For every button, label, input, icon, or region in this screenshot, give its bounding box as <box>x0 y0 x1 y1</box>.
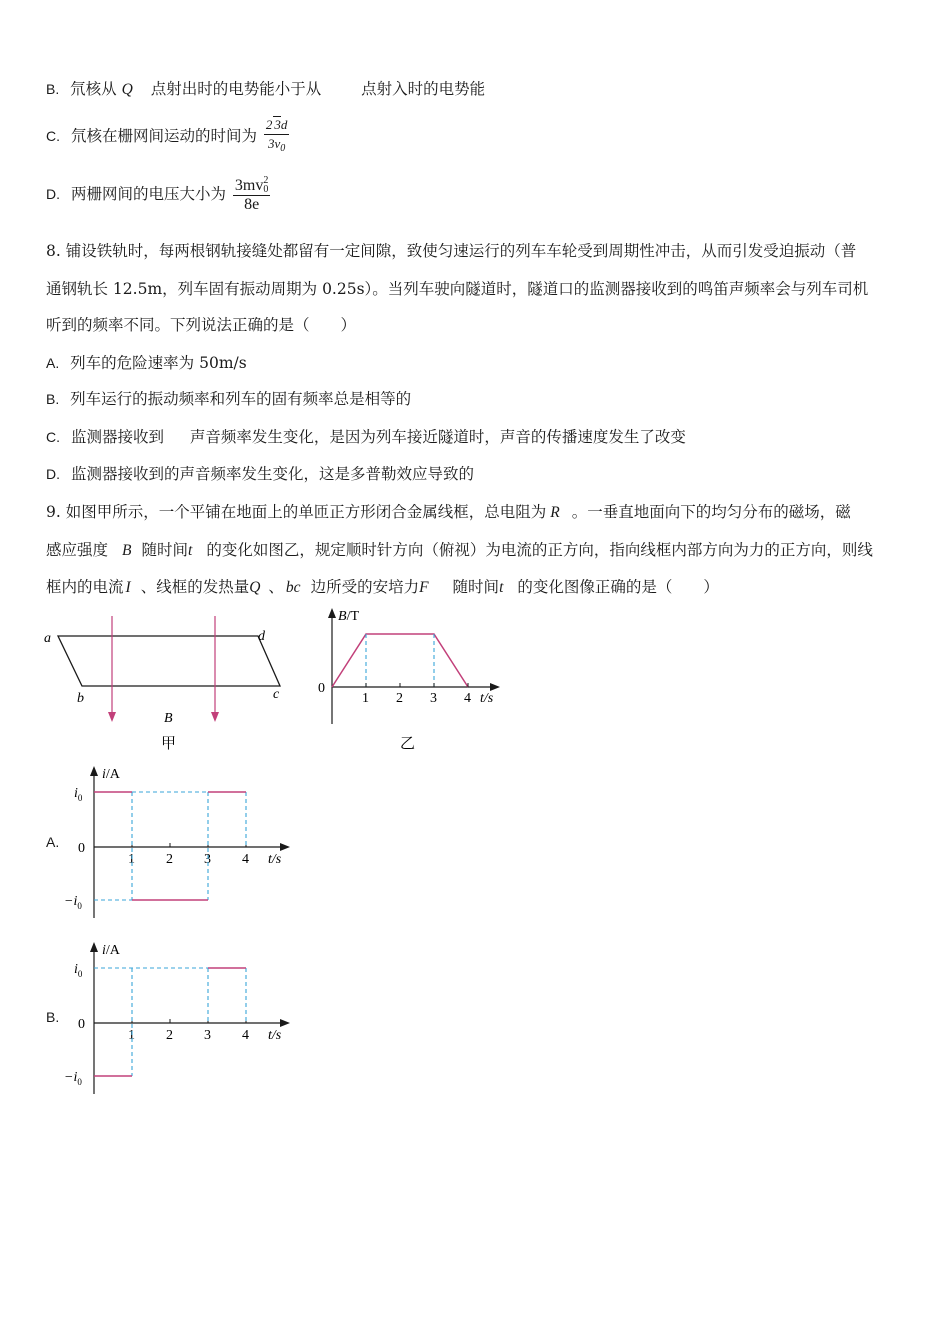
option-label: D. <box>46 466 60 482</box>
x-tick-label: 2 <box>166 852 173 867</box>
option-label: B. <box>46 81 60 97</box>
i0-label: $i_0$ <box>74 786 83 803</box>
voltage-fraction: 3mv 2 0 8e <box>234 175 269 213</box>
y-axis-arrow <box>90 942 98 952</box>
q8-option-d <box>46 463 474 485</box>
q8-stem-line1: 8. 铺设铁轨时，每两根钢轨接缝处都留有一定间隙，致使匀速运行的列车车轮受到周期性冲击，从而引发受迫振动（普 <box>46 242 857 260</box>
option-text: 氘核在栅网间运动的时间为 <box>70 127 257 145</box>
option-text: 列车的危险速率为 50m/s <box>70 354 247 372</box>
resistance-var: R <box>550 504 560 521</box>
x-tick-label: 1 <box>362 691 369 706</box>
time-fraction: $\frac{2 3d}{3v_0}$ <box>265 117 288 154</box>
b-t-curve <box>332 634 468 687</box>
x-axis-arrow <box>280 843 290 851</box>
x-tick-label: 4 <box>242 1028 249 1043</box>
point-var: Q <box>121 81 133 98</box>
x-tick-label: 2 <box>166 1028 173 1043</box>
y-axis-label: i/A <box>102 767 120 782</box>
wire-loop <box>58 636 280 686</box>
x-tick-label: 3 <box>430 691 437 706</box>
q9-stem-line1: 9. 如图甲所示，一个平铺在地面上的单匝正方形闭合金属线框，总电阻为 R 。一垂直地面向下的均匀分布的磁场，磁 <box>46 503 851 521</box>
q8-stem-line2: 通钢轨长 12.5m，列车固有振动周期为 0.25s）。当列车驶向隧道时，隧道口的监测器接收到的鸣笛声频率会与列车司机 <box>46 280 869 298</box>
option-label: D. <box>46 186 60 202</box>
q7-option-b <box>46 78 485 101</box>
y-axis-arrow <box>90 766 98 776</box>
neg-i0-label: $-i_0$ <box>64 1070 82 1087</box>
option-label: B. <box>46 391 60 407</box>
x-tick-label: 3 <box>204 852 211 867</box>
x-tick-label: 1 <box>128 852 135 867</box>
q8-option-a <box>46 352 247 374</box>
vertex-b: b <box>77 691 84 706</box>
q8-option-c <box>46 426 686 448</box>
graph-option-b-label: B. <box>46 1009 60 1025</box>
option-text: 列车运行的振动频率和列车的固有频率总是相等的 <box>70 390 412 408</box>
x-axis-arrow <box>280 1019 290 1027</box>
x-axis-label: t/s <box>268 852 282 867</box>
q7-option-d <box>46 176 270 214</box>
figure-caption: 甲 <box>161 736 177 752</box>
vertex-a: a <box>44 631 51 646</box>
q7-option-c <box>46 116 289 158</box>
q9-stem-line2: 感应强度 B 随时间t 的变化如图乙，规定顺时针方向（俯视）为电流的正方向，指向线框内部方向为力的正方向，则线 <box>46 541 873 559</box>
option-text: 声音频率发生变化，是因为列车接近隧道时，声音的传播速度发生了改变 <box>189 428 686 446</box>
field-arrow-left <box>108 712 116 722</box>
y-axis-label: i/A <box>102 943 120 958</box>
x-tick-label: 1 <box>128 1028 135 1043</box>
x-tick-label: 3 <box>204 1028 211 1043</box>
x-axis-label: t/s <box>268 1028 282 1043</box>
graph-option-a-label: A. <box>46 834 60 850</box>
x-tick-label: 4 <box>242 852 249 867</box>
option-label: A. <box>46 355 60 371</box>
option-text: 氘核从 <box>70 80 117 98</box>
y-axis-arrow <box>328 608 336 618</box>
graph-option-a <box>62 760 302 920</box>
x-axis-arrow <box>490 683 500 691</box>
option-text: 点射入时的电势能 <box>361 80 486 98</box>
figure-caption: 乙 <box>400 736 416 752</box>
vertex-c: c <box>273 687 280 702</box>
x-tick-label: 4 <box>464 691 471 706</box>
figure-jia-loop <box>40 612 300 757</box>
x-axis-label: t/s <box>480 691 494 706</box>
field-arrow-right <box>211 712 219 722</box>
x-tick-label: 2 <box>396 691 403 706</box>
option-label: C. <box>46 128 60 144</box>
origin-label: 0 <box>78 841 85 856</box>
option-text: 点射出时的电势能小于从 <box>150 80 322 98</box>
option-text: 监测器接收到 <box>70 428 164 446</box>
y-unit: /T <box>346 609 360 624</box>
graph-option-b <box>62 936 302 1096</box>
neg-i0-label: $-i_0$ <box>64 894 82 911</box>
figure-yi-b-t-graph <box>310 604 510 754</box>
origin-label: 0 <box>318 681 325 696</box>
option-text: 两栅网间的电压大小为 <box>70 185 226 203</box>
option-text: 监测器接收到的声音频率发生变化，这是多普勒效应导致的 <box>70 465 474 483</box>
field-label: B <box>164 711 173 726</box>
i0-label: $i_0$ <box>74 962 83 979</box>
option-label: C. <box>46 429 60 445</box>
y-axis-label: B/T <box>338 609 360 624</box>
q8-stem-line3: 听到的频率不同。下列说法正确的是（ ） <box>46 316 357 334</box>
q8-option-b <box>46 388 411 410</box>
origin-label: 0 <box>78 1017 85 1032</box>
q9-stem-line3: 框内的电流 I 、线框的发热量Q 、 bc 边所受的安培力F 随时间t 的变化图像正确的是（ ） <box>46 578 719 596</box>
vertex-d: d <box>258 629 265 644</box>
